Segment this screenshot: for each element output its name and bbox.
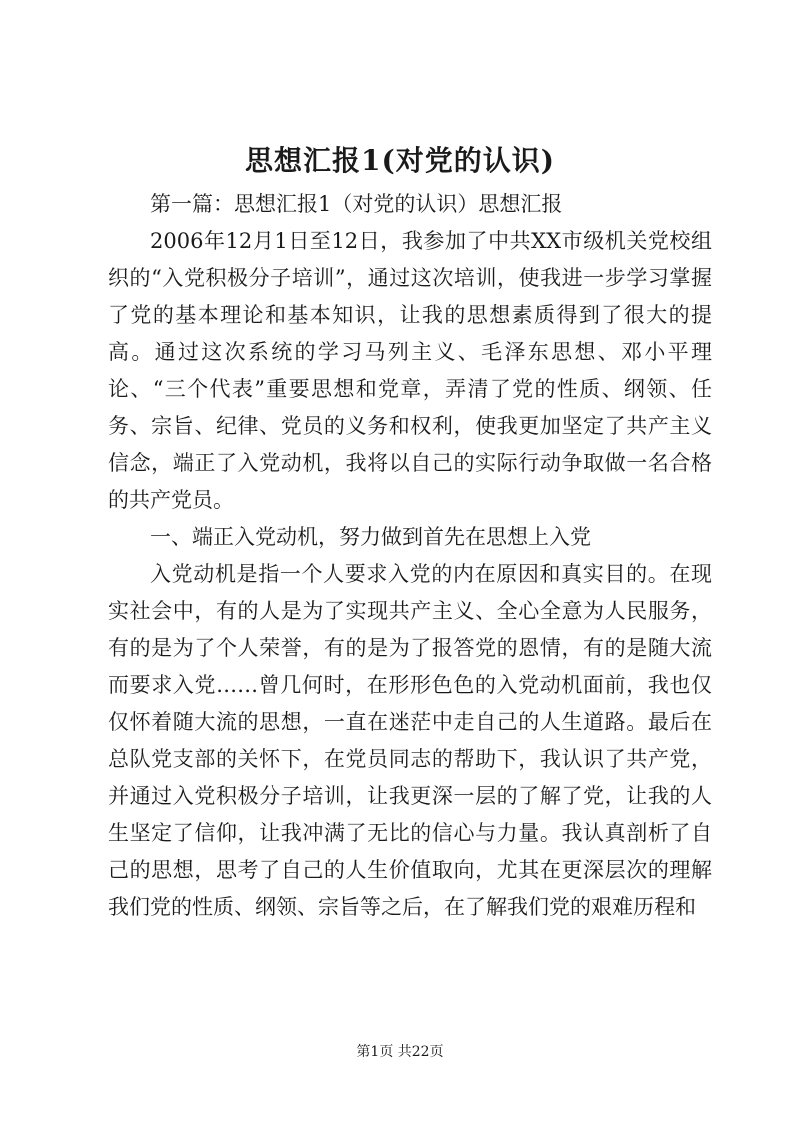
paragraph-subheading-motivation: 一、端正入党动机，努力做到首先在思想上入党: [150, 525, 591, 549]
paragraph-training-summary: 2006年12月1日至12日，我参加了中共XX市级机关党校组织的“入党积极分子培训”，通过这次培训，使我进一步学习掌握了党的基本理论和基本知识，让我的思想素质得到了很大的提高。通过这次系统的学习马列主义、毛泽东思想、邓小平理论、“三个代表”重要思想和党章，弄清了党的性质、纲领、任务、宗旨、纪律、党员的义务和权利，使我更加坚定了共产主义信念，端正了入党动机，我将以自己的实际行动争取做一名合格的共产党员。: [108, 229, 712, 512]
document-body: [108, 186, 712, 926]
paragraph-motivation-body: 入党动机是指一个人要求入党的内在原因和真实目的。在现实社会中，有的人是为了实现共产主义、全心全意为人民服务，有的是为了个人荣誉，有的是为了报答党的恩情，有的是随大流而要求入党……曾几何时，在形形色色的入党动机面前，我也仅仅怀着随大流的思想，一直在迷茫中走自己的人生道路。最后在总队党支部的关怀下，在党员同志的帮助下，我认识了共产党，并通过入党积极分子培训，让我更深一层的了解了党，让我的人生坚定了信仰，让我冲满了无比的信心与力量。我认真剖析了自己的思想，思考了自己的人生价值取向，尤其在更深层次的理解我们党的性质、纲领、宗旨等之后，在了解我们党的艰难历程和: [108, 562, 712, 919]
page-number-footer: 第1页 共22页: [356, 1044, 444, 1060]
page-title: 思想汇报1(对党的认识): [245, 144, 555, 177]
paragraph-section-heading: 第一篇：思想汇报1（对党的认识）思想汇报: [150, 192, 563, 216]
